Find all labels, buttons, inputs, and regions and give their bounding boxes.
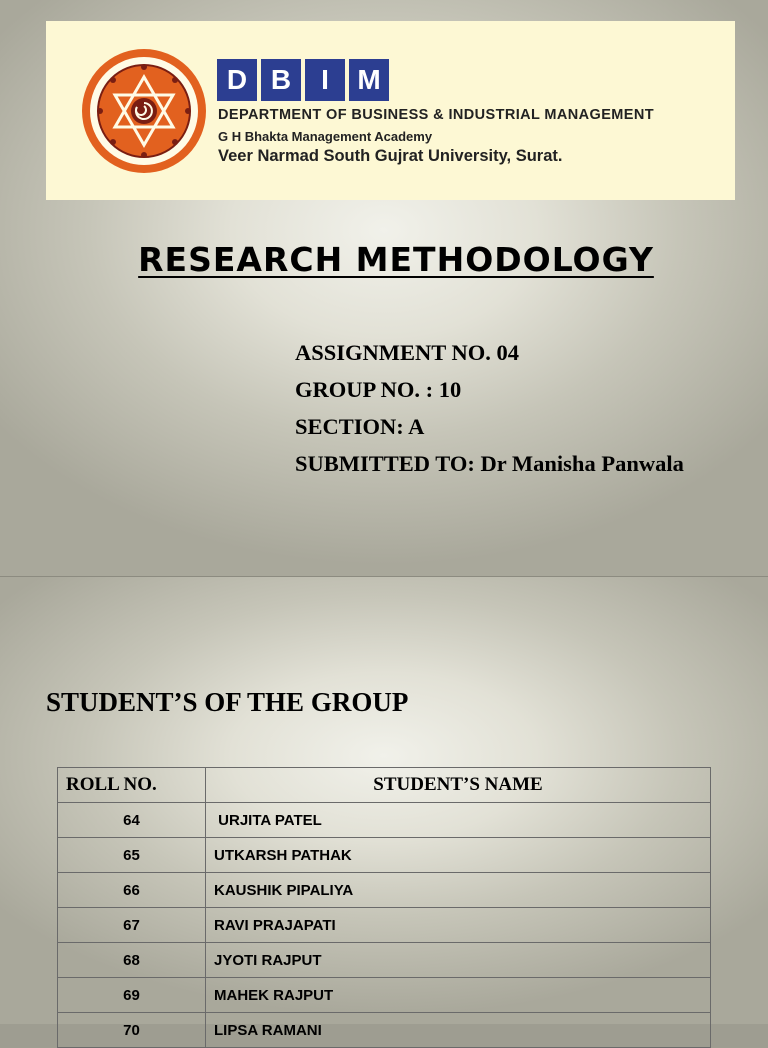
table-row [58,1013,711,1048]
student-name-header: STUDENT’S NAME [206,768,711,803]
group-heading: STUDENT’S OF THE GROUP [46,687,409,717]
roll-number: 64 [58,803,206,838]
student-name: UTKARSH PATHAK [206,838,711,873]
table-row [58,943,711,978]
academy-name: G H Bhakta Management Academy [218,129,433,144]
university-seal-logo [80,47,208,175]
roll-number: 70 [58,1013,206,1048]
roll-number: 69 [58,978,206,1013]
submitted-to: SUBMITTED TO: Dr Manisha Panwala [295,451,684,476]
institution-banner [46,21,735,200]
dbim-logo [217,59,389,101]
page-title: RESEARCH METHODOLOGY [138,240,654,279]
table-row [58,908,711,943]
logo-letter-d: D [217,59,257,101]
table-row [58,803,711,838]
student-name: MAHEK RAJPUT [206,978,711,1013]
student-name: LIPSA RAMANI [206,1013,711,1048]
student-name: JYOTI RAJPUT [206,943,711,978]
group-number: GROUP NO. : 10 [295,377,462,402]
roll-no-header: ROLL NO. [58,768,206,803]
section: SECTION: A [295,414,425,439]
student-table [57,767,711,1048]
student-name: KAUSHIK PIPALIYA [206,873,711,908]
table-row [58,978,711,1013]
logo-letter-m: M [349,59,389,101]
roll-number: 67 [58,908,206,943]
roll-number: 65 [58,838,206,873]
university-name: Veer Narmad South Gujrat University, Surat. [218,147,563,165]
table-row [58,873,711,908]
logo-letter-b: B [261,59,301,101]
department-name: DEPARTMENT OF BUSINESS & INDUSTRIAL MANAGEMENT [218,107,654,123]
table-header-row [58,768,711,803]
student-name: URJITA PATEL [206,803,711,838]
roll-number: 68 [58,943,206,978]
roll-number: 66 [58,873,206,908]
logo-letter-i: I [305,59,345,101]
table-row [58,838,711,873]
student-name: RAVI PRAJAPATI [206,908,711,943]
assignment-details [295,334,684,482]
slide-2 [0,577,768,1039]
assignment-number: ASSIGNMENT NO. 04 [295,340,520,365]
